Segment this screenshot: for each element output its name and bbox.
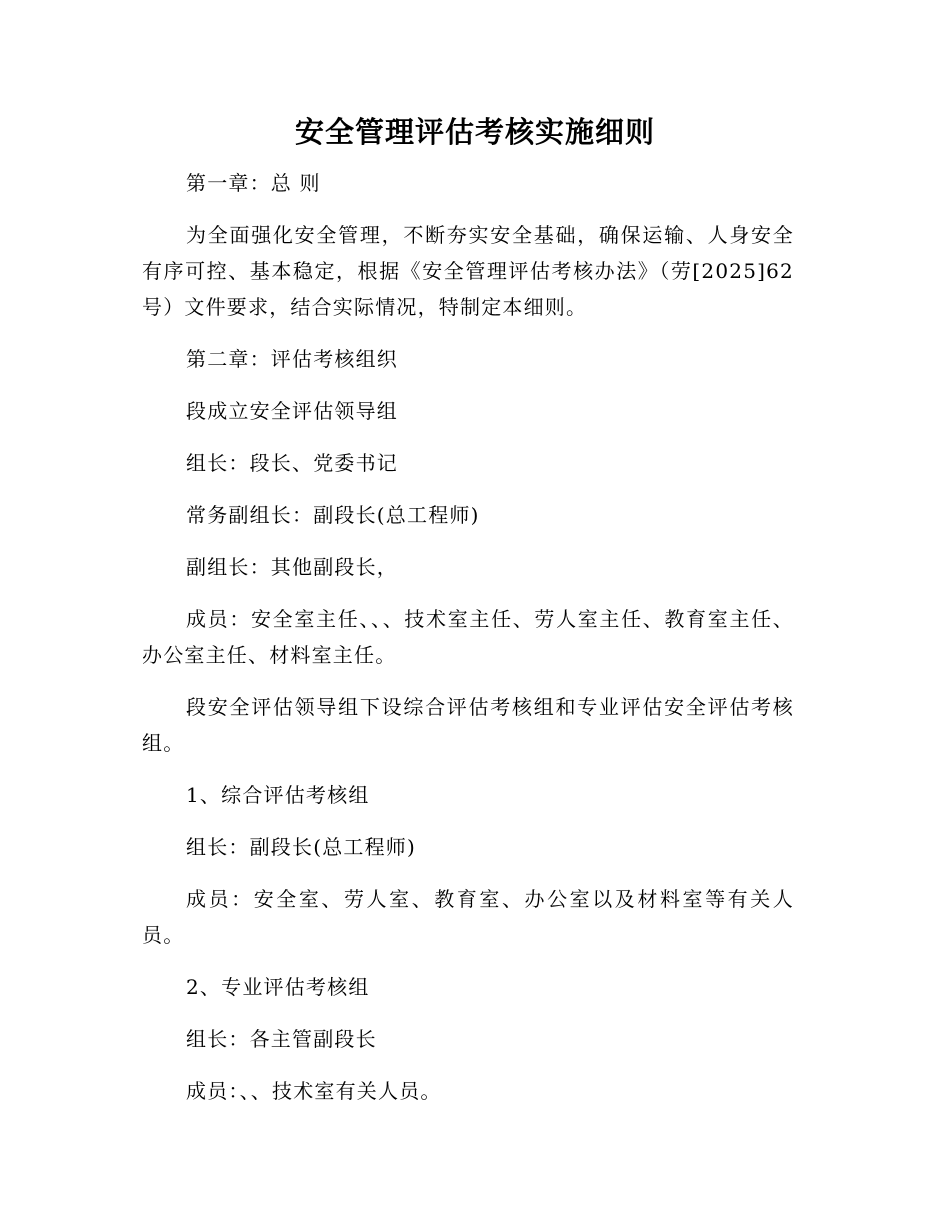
paragraph: 成员：、、技术室有关人员。 — [186, 1079, 442, 1103]
section-heading: 1、综合评估考核组 — [186, 783, 370, 807]
chapter-heading: 第二章：评估考核组织 — [186, 347, 398, 371]
chapter-heading: 第一章：总 则 — [186, 171, 321, 195]
paragraph: 成员：安全室、劳人室、教育室、办公室以及材料室等有关人员。 — [142, 887, 794, 947]
paragraph: 组长：副段长(总工程师) — [186, 835, 417, 859]
document-body — [142, 165, 794, 1109]
paragraph: 为全面强化安全管理，不断夯实安全基础，确保运输、人身安全有序可控、基本稳定，根据《安全管理评估考核办法》（劳[2025]62号）文件要求，结合实际情况，特制定本细则。 — [142, 223, 794, 319]
paragraph: 副组长：其他副段长， — [186, 555, 398, 579]
paragraph: 组长：段长、党委书记 — [186, 451, 398, 475]
paragraph: 段安全评估领导组下设综合评估考核组和专业评估安全评估考核组。 — [142, 695, 794, 755]
paragraph: 段成立安全评估领导组 — [186, 399, 398, 423]
paragraph: 常务副组长：副段长(总工程师) — [186, 503, 480, 527]
document-title: 安全管理评估考核实施细则 — [294, 115, 655, 149]
paragraph: 组长：各主管副段长 — [186, 1027, 377, 1051]
paragraph: 成员：安全室主任、、、技术室主任、劳人室主任、教育室主任、办公室主任、材料室主任。 — [142, 607, 794, 667]
section-heading: 2、专业评估考核组 — [186, 975, 370, 999]
